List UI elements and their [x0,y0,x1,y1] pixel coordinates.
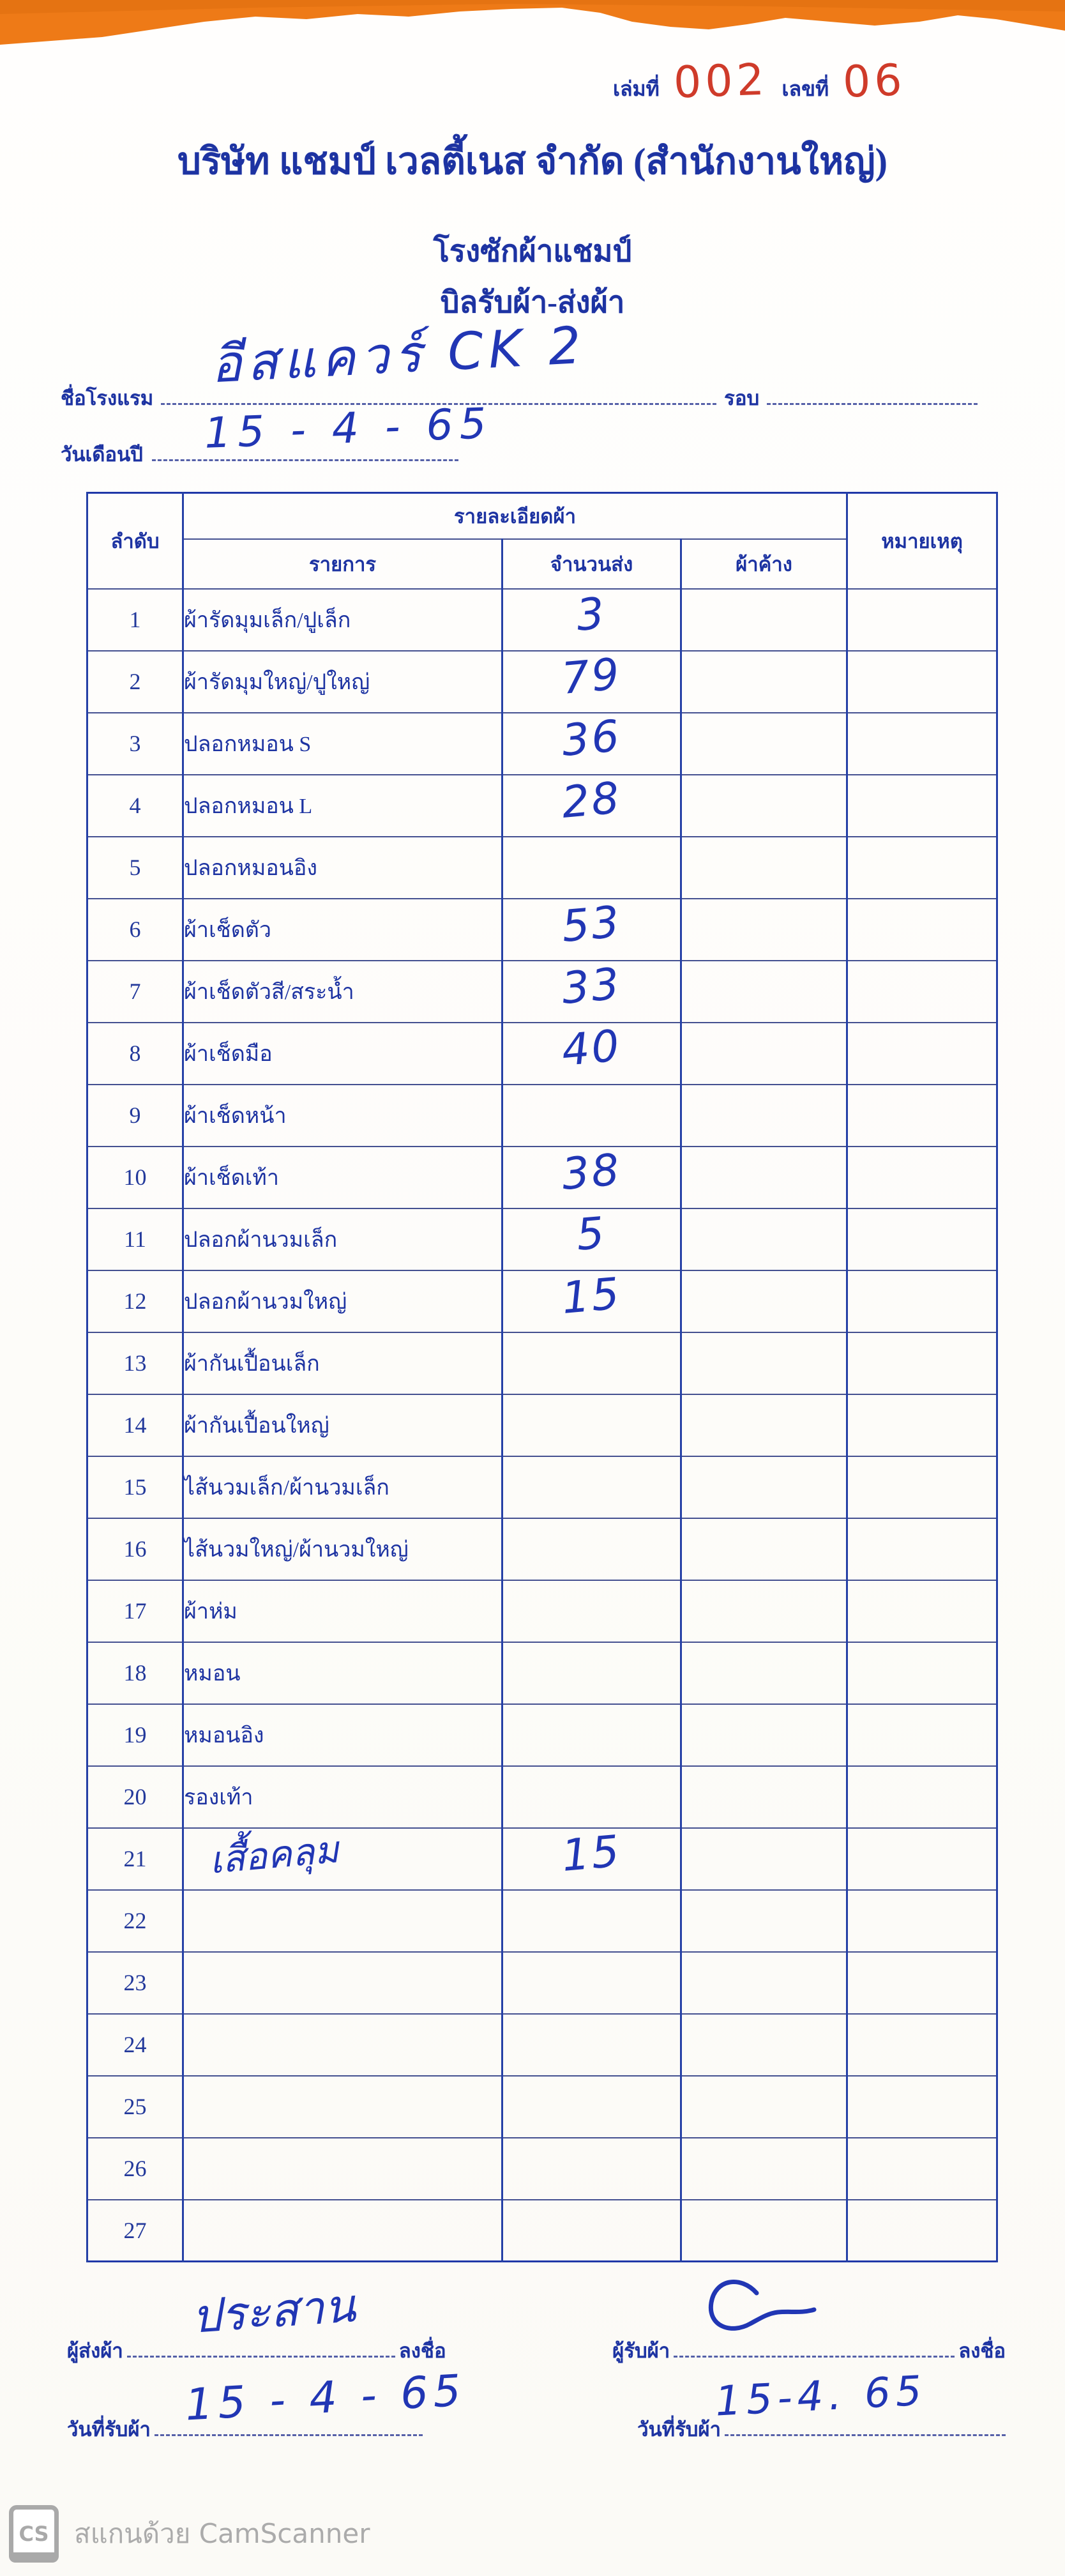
row-number-cell: 4 [87,775,183,837]
item-name-cell [183,1952,502,2014]
row-number-cell: 27 [87,2200,183,2262]
table-row [87,1580,997,1642]
row-number-cell: 18 [87,1642,183,1704]
item-name-cell: ผ้ารัดมุมเล็ก/ปูเล็ก [183,589,502,651]
note-cell [847,1890,997,1952]
note-cell [847,775,997,837]
note-cell [847,1704,997,1766]
row-number-cell: 5 [87,837,183,899]
table-row [87,651,997,713]
row-number-cell: 22 [87,1890,183,1952]
qty-sent-cell [502,1828,681,1890]
note-cell [847,837,997,899]
row-number-cell: 9 [87,1085,183,1147]
qty-sent-cell [502,1147,681,1208]
book-number-line [613,56,996,107]
remaining-cell [681,713,847,775]
receiver-sign-label: ลงชื่อ [958,2340,1006,2362]
item-name-cell: หมอน [183,1642,502,1704]
book-label: เล่มที่ [613,77,660,100]
table-row [87,1270,997,1332]
item-name-cell: ไส้นวมเล็ก/ผ้านวมเล็ก [183,1456,502,1518]
qty-sent-cell [502,589,681,651]
item-name-cell: ผ้ากันเปื้อนเล็ก [183,1332,502,1394]
handwritten-qty: 53 [559,897,624,953]
table-row [87,713,997,775]
row-number-cell: 10 [87,1147,183,1208]
qty-sent-cell [502,1085,681,1147]
hotel-name-handwritten: อีสแควร์ CK 2 [209,315,587,395]
qty-sent-cell [502,1704,681,1766]
receiver-sign-line [674,2355,955,2358]
item-name-cell: ไส้นวมใหญ่/ผ้านวมใหญ่ [183,1518,502,1580]
qty-sent-cell [502,1580,681,1642]
sender-sign-label: ลงชื่อ [398,2340,446,2362]
row-number-cell: 19 [87,1704,183,1766]
table-row [87,1952,997,2014]
qty-sent-cell [502,1642,681,1704]
note-cell [847,1332,997,1394]
table-row [87,1828,997,1890]
table-row [87,1642,997,1704]
table-row [87,2138,997,2200]
note-cell [847,1456,997,1518]
item-name-cell [183,2138,502,2200]
item-name-cell: ผ้าเช็ดเท้า [183,1147,502,1208]
remaining-cell [681,1394,847,1456]
note-cell [847,2200,997,2262]
handwritten-qty: 5 [574,1208,608,1261]
date-fill-line [152,459,458,461]
sender-date-label: วันที่รับผ้า [67,2418,151,2441]
date-handwritten: 15 - 4 - 65 [203,399,494,458]
col-header-order: ลำดับ [87,493,183,589]
remaining-cell [681,1023,847,1085]
remaining-cell [681,1085,847,1147]
row-number-cell: 24 [87,2014,183,2076]
table-row [87,1147,997,1208]
row-number-cell: 7 [87,961,183,1023]
table-row [87,1208,997,1270]
sender-date-handwritten: 15 - 4 - 65 [184,2365,467,2431]
item-name-cell: ผ้าห่ม [183,1580,502,1642]
qty-sent-cell [502,961,681,1023]
table-row [87,1332,997,1394]
col-header-detail: รายละเอียดผ้า [183,493,847,539]
remaining-cell [681,1518,847,1580]
row-number-cell: 3 [87,713,183,775]
qty-sent-cell [502,1023,681,1085]
qty-sent-cell [502,651,681,713]
note-cell [847,1394,997,1456]
item-name-cell: ผ้าเช็ดหน้า [183,1085,502,1147]
note-cell [847,1766,997,1828]
qty-sent-cell [502,1456,681,1518]
date-label: วันเดือนปี [61,443,143,466]
row-number-cell: 2 [87,651,183,713]
handwritten-qty: 79 [559,649,624,705]
item-name-cell: ผ้าเช็ดมือ [183,1023,502,1085]
note-cell [847,899,997,961]
note-cell [847,1642,997,1704]
remaining-cell [681,1270,847,1332]
table-row [87,2076,997,2138]
remaining-cell [681,2076,847,2138]
note-cell [847,2138,997,2200]
row-number-cell: 12 [87,1270,183,1332]
item-name-cell [183,1890,502,1952]
table-row [87,589,997,651]
qty-sent-cell [502,899,681,961]
row-number-cell: 21 [87,1828,183,1890]
remaining-cell [681,837,847,899]
book-number-stamp: 002 [672,54,769,109]
remaining-cell [681,775,847,837]
note-cell [847,713,997,775]
item-name-cell: หมอนอิง [183,1704,502,1766]
col-header-note: หมายเหตุ [847,493,997,589]
torn-paper-edge [0,0,1065,51]
round-label: รอบ [724,387,760,409]
item-name-cell: ปลอกหมอน S [183,713,502,775]
remaining-cell [681,2138,847,2200]
qty-sent-cell [502,775,681,837]
col-header-qty-sent: จำนวนส่ง [502,539,681,589]
sender-date-line [155,2434,423,2436]
qty-sent-cell [502,1952,681,2014]
handwritten-qty: 33 [559,959,624,1015]
camscanner-footer [9,2505,370,2563]
table-body [87,589,997,2262]
item-name-cell [183,2200,502,2262]
table-row [87,775,997,837]
qty-sent-cell [502,1766,681,1828]
remaining-cell [681,2200,847,2262]
qty-sent-cell [502,2138,681,2200]
qty-sent-cell [502,2076,681,2138]
remaining-cell [681,899,847,961]
remaining-cell [681,1704,847,1766]
item-name-cell: ผ้าเช็ดตัวสี/สระน้ำ [183,961,502,1023]
table-row [87,961,997,1023]
item-name-cell: ผ้ากันเปื้อนใหญ่ [183,1394,502,1456]
note-cell [847,1828,997,1890]
item-name-cell: รองเท้า [183,1766,502,1828]
table-row [87,1766,997,1828]
form-title: บิลรับผ้า-ส่งผ้า [440,286,625,319]
col-header-remaining: ผ้าค้าง [681,539,847,589]
remaining-cell [681,1332,847,1394]
date-line [61,438,1006,470]
hotel-label: ชื่อโรงแรม [61,387,154,409]
qty-sent-cell [502,1394,681,1456]
sender-label: ผู้ส่งผ้า [67,2340,123,2362]
note-cell [847,1147,997,1208]
remaining-cell [681,1147,847,1208]
item-name-cell: ปลอกหมอนอิง [183,837,502,899]
row-number-cell: 20 [87,1766,183,1828]
laundry-name: โรงซักผ้าแชมป์ [433,235,632,268]
item-name-cell: ปลอกผ้านวมเล็ก [183,1208,502,1270]
row-number-cell: 8 [87,1023,183,1085]
row-number-cell: 25 [87,2076,183,2138]
note-cell [847,589,997,651]
round-fill-line [767,402,978,405]
note-cell [847,1270,997,1332]
sender-signature-handwritten: ประสาน [190,2278,358,2344]
remaining-cell [681,1208,847,1270]
row-number-cell: 1 [87,589,183,651]
handwritten-qty: 40 [559,1021,624,1077]
table-row [87,899,997,961]
table-row [87,1023,997,1085]
company-name: บริษัท แชมป์ เวลตี้เนส จำกัด (สำนักงานใหญ่) [178,141,888,182]
qty-sent-cell [502,1208,681,1270]
handwritten-qty: 3 [574,588,608,642]
table-row [87,837,997,899]
row-number-cell: 26 [87,2138,183,2200]
handwritten-qty: 28 [559,773,624,829]
table-row [87,1394,997,1456]
note-cell [847,1580,997,1642]
receiver-label: ผู้รับผ้า [612,2340,670,2362]
qty-sent-cell [502,1890,681,1952]
qty-sent-cell [502,837,681,899]
row-number-cell: 13 [87,1332,183,1394]
row-number-cell: 14 [87,1394,183,1456]
col-header-item: รายการ [183,539,502,589]
remaining-cell [681,1890,847,1952]
remaining-cell [681,1580,847,1642]
row-number-cell: 23 [87,1952,183,2014]
qty-sent-cell [502,1518,681,1580]
handwritten-qty: 38 [559,1145,624,1201]
note-cell [847,1952,997,2014]
item-name-cell [183,2014,502,2076]
row-number-cell: 6 [87,899,183,961]
table-row [87,1456,997,1518]
table-row [87,1085,997,1147]
qty-sent-cell [502,2200,681,2262]
note-cell [847,2014,997,2076]
receiver-date-handwritten: 15-4. 65 [714,2367,928,2426]
remaining-cell [681,961,847,1023]
note-cell [847,2076,997,2138]
receiver-date-label: วันที่รับผ้า [637,2418,721,2441]
note-cell [847,961,997,1023]
row-number-cell: 15 [87,1456,183,1518]
remaining-cell [681,1828,847,1890]
qty-sent-cell [502,1332,681,1394]
table-row [87,1890,997,1952]
note-cell [847,1518,997,1580]
table-row [87,1704,997,1766]
qty-sent-cell [502,2014,681,2076]
note-cell [847,651,997,713]
remaining-cell [681,1642,847,1704]
remaining-cell [681,1456,847,1518]
row-number-cell: 16 [87,1518,183,1580]
camscanner-text: สแกนด้วย CamScanner [74,2518,370,2549]
receiver-signature-handwritten [696,2274,836,2344]
remaining-cell [681,589,847,651]
camscanner-logo-icon: CS [9,2505,59,2563]
qty-sent-cell [502,713,681,775]
handwritten-qty: 36 [559,711,624,767]
handwritten-qty: 15 [559,1269,624,1325]
no-label: เลขที่ [782,77,829,100]
item-name-cell [183,2076,502,2138]
laundry-items-table [86,492,998,2262]
table-row [87,1518,997,1580]
handwritten-item: เสื้อคลุม [208,1827,341,1882]
no-number-stamp: 06 [842,55,907,108]
remaining-cell [681,651,847,713]
item-name-cell: ผ้าเช็ดตัว [183,899,502,961]
table-row [87,2014,997,2076]
receiver-date-line [725,2434,1006,2436]
note-cell [847,1023,997,1085]
handwritten-qty: 15 [559,1826,624,1882]
item-name-cell: ปลอกผ้านวมใหญ่ [183,1270,502,1332]
note-cell [847,1208,997,1270]
row-number-cell: 17 [87,1580,183,1642]
qty-sent-cell [502,1270,681,1332]
item-name-cell: ปลอกหมอน L [183,775,502,837]
remaining-cell [681,1766,847,1828]
table-row [87,2200,997,2262]
item-name-cell: ผ้ารัดมุมใหญ่/ปูใหญ่ [183,651,502,713]
remaining-cell [681,2014,847,2076]
row-number-cell: 11 [87,1208,183,1270]
remaining-cell [681,1952,847,2014]
sender-sign-line [127,2355,395,2358]
item-name-cell [183,1828,502,1890]
note-cell [847,1085,997,1147]
